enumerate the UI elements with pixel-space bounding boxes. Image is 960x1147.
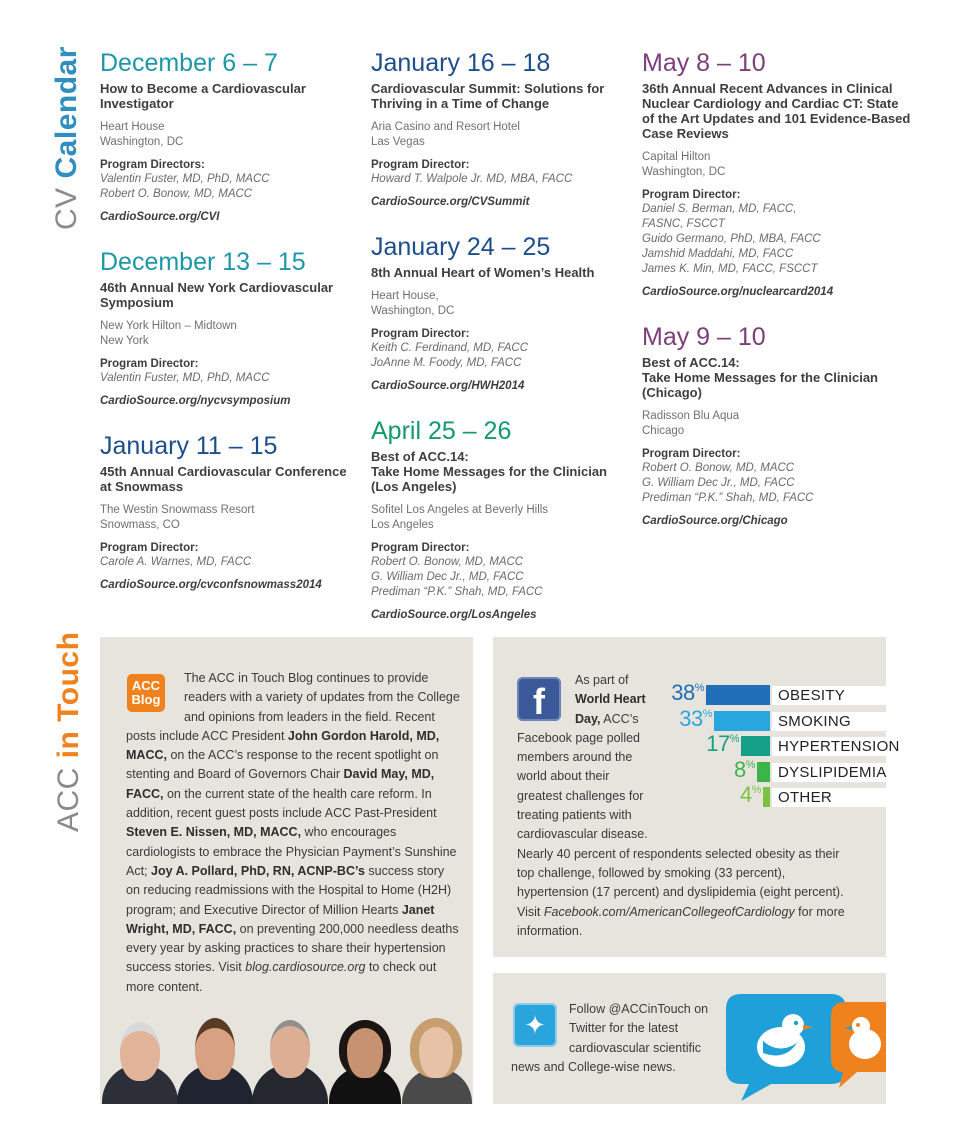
program-directors: Valentin Fuster, MD, PhD, MACC Robert O. Bonow, MD, MACC [100, 173, 270, 200]
event-venue: Radisson Blu Aqua Chicago [642, 410, 740, 437]
poll-category-label: SMOKING [772, 712, 888, 731]
event-title: How to Become a Cardiovascular Investigator [100, 81, 306, 111]
event-date: January 11 – 15 [100, 432, 278, 460]
poll-percent-label: 8% [733, 756, 755, 782]
event-link[interactable]: CardioSource.org/Chicago [642, 515, 788, 527]
event-title: 8th Annual Heart of Women’s Health [371, 265, 595, 280]
event-venue: The Westin Snowmass Resort Snowmass, CO [100, 504, 255, 531]
poll-percent-label: 38% [671, 680, 704, 705]
event-title: 36th Annual Recent Advances in Clinical Nuclear Cardiology and Cardiac CT: State of the Art Updates and 101 Evidence-Based Case Reviews [642, 81, 911, 141]
event-date: December 6 – 7 [100, 49, 278, 77]
twitter-panel [493, 973, 886, 1104]
event-title: Best of ACC.14: Take Home Messages for the Clinician (Los Angeles) [371, 449, 607, 494]
poll-bar [714, 711, 770, 731]
leader-photos [100, 1014, 473, 1104]
calendar-event [642, 48, 912, 300]
calendar-column-1 [100, 48, 350, 615]
event-date: December 13 – 15 [100, 248, 306, 276]
event-title: 46th Annual New York Cardiovascular Symposium [100, 280, 334, 310]
blog-link[interactable]: blog.cardiosource.org [245, 960, 366, 975]
acc-in-touch-title: ACC in Touch [52, 631, 85, 832]
program-directors: Robert O. Bonow, MD, MACC G. William Dec Jr., MD, FACC Prediman “P.K.” Shah, MD, FACC [371, 556, 543, 598]
program-directors: Robert O. Bonow, MD, MACC G. William Dec Jr., MD, FACC Prediman “P.K.” Shah, MD, FACC [642, 462, 814, 504]
calendar-column-2 [371, 48, 621, 645]
event-venue: Sofitel Los Angeles at Beverly Hills Los Angeles [371, 504, 549, 531]
event-date: May 9 – 10 [642, 323, 766, 351]
event-venue: Heart House, Washington, DC [371, 290, 455, 317]
program-director-label: Program Director: [371, 328, 470, 340]
event-link[interactable]: CardioSource.org/LosAngeles [371, 609, 537, 621]
poll-bar-row [678, 756, 888, 782]
poll-category-label: OBESITY [772, 686, 888, 705]
event-date: April 25 – 26 [371, 417, 512, 445]
poll-bar-row [678, 705, 888, 731]
event-date: January 24 – 25 [371, 233, 551, 261]
calendar-event [371, 416, 621, 623]
leader-photo-3 [250, 1014, 330, 1104]
event-date: January 16 – 18 [371, 49, 551, 77]
blog-paragraph: The ACC in Touch Blog continues to provide readers with a variety of updates from the College and opinions from leaders in the field. Recent posts include ACC President John Gordon Harold, MD, MACC, on the ACC’s response to the recent spotlight on stenting and Board of Governors Chair David May, MD, FACC, on the current state of the health care reform. In addition, recent guest posts include ACC Past-President Steven E. Nissen, MD, MACC, who encourages cardiologists to embrace the Physician Payment’s Sunshine Act; Joy A. Pollard, PhD, RN, ACNP-BC’s success story on reducing readmissions with the Hospital to Home (H2H) program; and Executive Director of Million Hearts Janet Wright, MD, FACC, on preventing 200,000 needless deaths every year by asking practices to share their hypertension success stories. Visit blog.cardiosource.org to check out more content. [126, 671, 460, 994]
poll-percent-label: 4% [739, 782, 761, 807]
program-director-label: Program Director: [642, 189, 741, 201]
facebook-link[interactable]: Facebook.com/AmericanCollegeofCardiology [543, 904, 795, 919]
event-link[interactable]: CardioSource.org/HWH2014 [371, 380, 525, 392]
event-venue: Heart House Washington, DC [100, 121, 184, 148]
program-director-label: Program Director: [100, 358, 199, 370]
facebook-poll-panel [493, 637, 900, 957]
poll-bar-row [671, 680, 888, 705]
program-directors: Carole A. Warnes, MD, FACC [100, 556, 252, 568]
program-director-label: Program Director: [371, 542, 470, 554]
event-venue: Capital Hilton Washington, DC [642, 151, 726, 178]
leader-photo-5 [400, 1014, 473, 1104]
program-director-label: Program Directors: [100, 159, 205, 171]
leader-photo-4 [325, 1014, 405, 1104]
program-director-label: Program Director: [100, 542, 199, 554]
event-link[interactable]: CardioSource.org/nuclearcard2014 [642, 286, 834, 298]
poll-bar [757, 762, 770, 782]
calendar-event [100, 431, 350, 593]
acc-blog-panel [100, 637, 473, 1104]
poll-bar-row [678, 782, 888, 807]
poll-bar-row [678, 731, 900, 756]
leader-photo-1 [100, 1014, 180, 1104]
leader-photo-2 [175, 1014, 255, 1104]
facebook-icon[interactable]: f [517, 677, 561, 721]
event-title: Cardiovascular Summit: Solutions for Thriving in a Time of Change [371, 81, 605, 111]
event-venue: New York Hilton – Midtown New York [100, 320, 237, 347]
acc-blog-icon: ACC Blog [127, 674, 165, 712]
poll-bar [706, 685, 770, 705]
orange-bird-bubble-icon [827, 998, 886, 1093]
cv-calendar-title: CV Calendar [50, 46, 83, 230]
event-link[interactable]: CardioSource.org/CVI [100, 211, 220, 223]
program-director-label: Program Director: [371, 159, 470, 171]
poll-category-label: OTHER [772, 788, 888, 807]
calendar-column-3 [642, 48, 912, 551]
poll-percent-label: 33% [679, 705, 712, 731]
event-link[interactable]: CardioSource.org/CVSummit [371, 196, 530, 208]
twitter-icon[interactable]: ✦ [513, 1003, 557, 1047]
calendar-event [100, 247, 350, 409]
program-directors: Howard T. Walpole Jr. MD, MBA, FACC [371, 173, 573, 185]
program-directors: Valentin Fuster, MD, PhD, MACC [100, 372, 270, 384]
facebook-paragraph: As part of World Heart Day, ACC’s Facebook page polled members around the world about their greatest challenges for treating patients with cardiovascular disease. Nearly 40 percent of respondents selected obesity as their top challenge, followed by smoking (33 percent), hypertension (17 percent) and dyslipidemia (eight percent). Visit Facebook.com/AmericanCollegeofCardiology for more information. [517, 673, 845, 938]
poll-category-label: HYPERTENSION [772, 737, 888, 756]
calendar-event [642, 322, 912, 529]
calendar-event [371, 232, 621, 394]
twitter-text: Follow @ACCinTouch on Twitter for the latest cardiovascular scientific news and College-wise news. [511, 1002, 709, 1074]
calendar-event [100, 48, 350, 225]
poll-bar [741, 736, 770, 756]
program-director-label: Program Director: [642, 448, 741, 460]
event-title: 45th Annual Cardiovascular Conference at Snowmass [100, 464, 347, 494]
poll-bar [763, 787, 770, 807]
event-link[interactable]: CardioSource.org/cvconfsnowmass2014 [100, 579, 322, 591]
program-directors: Keith C. Ferdinand, MD, FACC JoAnne M. Foody, MD, FACC [371, 342, 529, 369]
poll-percent-label: 17% [706, 731, 739, 756]
event-date: May 8 – 10 [642, 49, 766, 77]
program-directors: Daniel S. Berman, MD, FACC, FASNC, FSCCT Guido Germano, PhD, MBA, FACC Jamshid Maddahi, MD, FACC James K. Min, MD, FACC, FSCCT [642, 203, 821, 275]
event-venue: Aria Casino and Resort Hotel Las Vegas [371, 121, 520, 148]
poll-category-label: DYSLIPIDEMIA [772, 763, 888, 782]
event-title: Best of ACC.14: Take Home Messages for the Clinician (Chicago) [642, 355, 878, 400]
calendar-event [371, 48, 621, 210]
poll-bar-chart [671, 680, 900, 813]
event-link[interactable]: CardioSource.org/nycvsymposium [100, 395, 291, 407]
